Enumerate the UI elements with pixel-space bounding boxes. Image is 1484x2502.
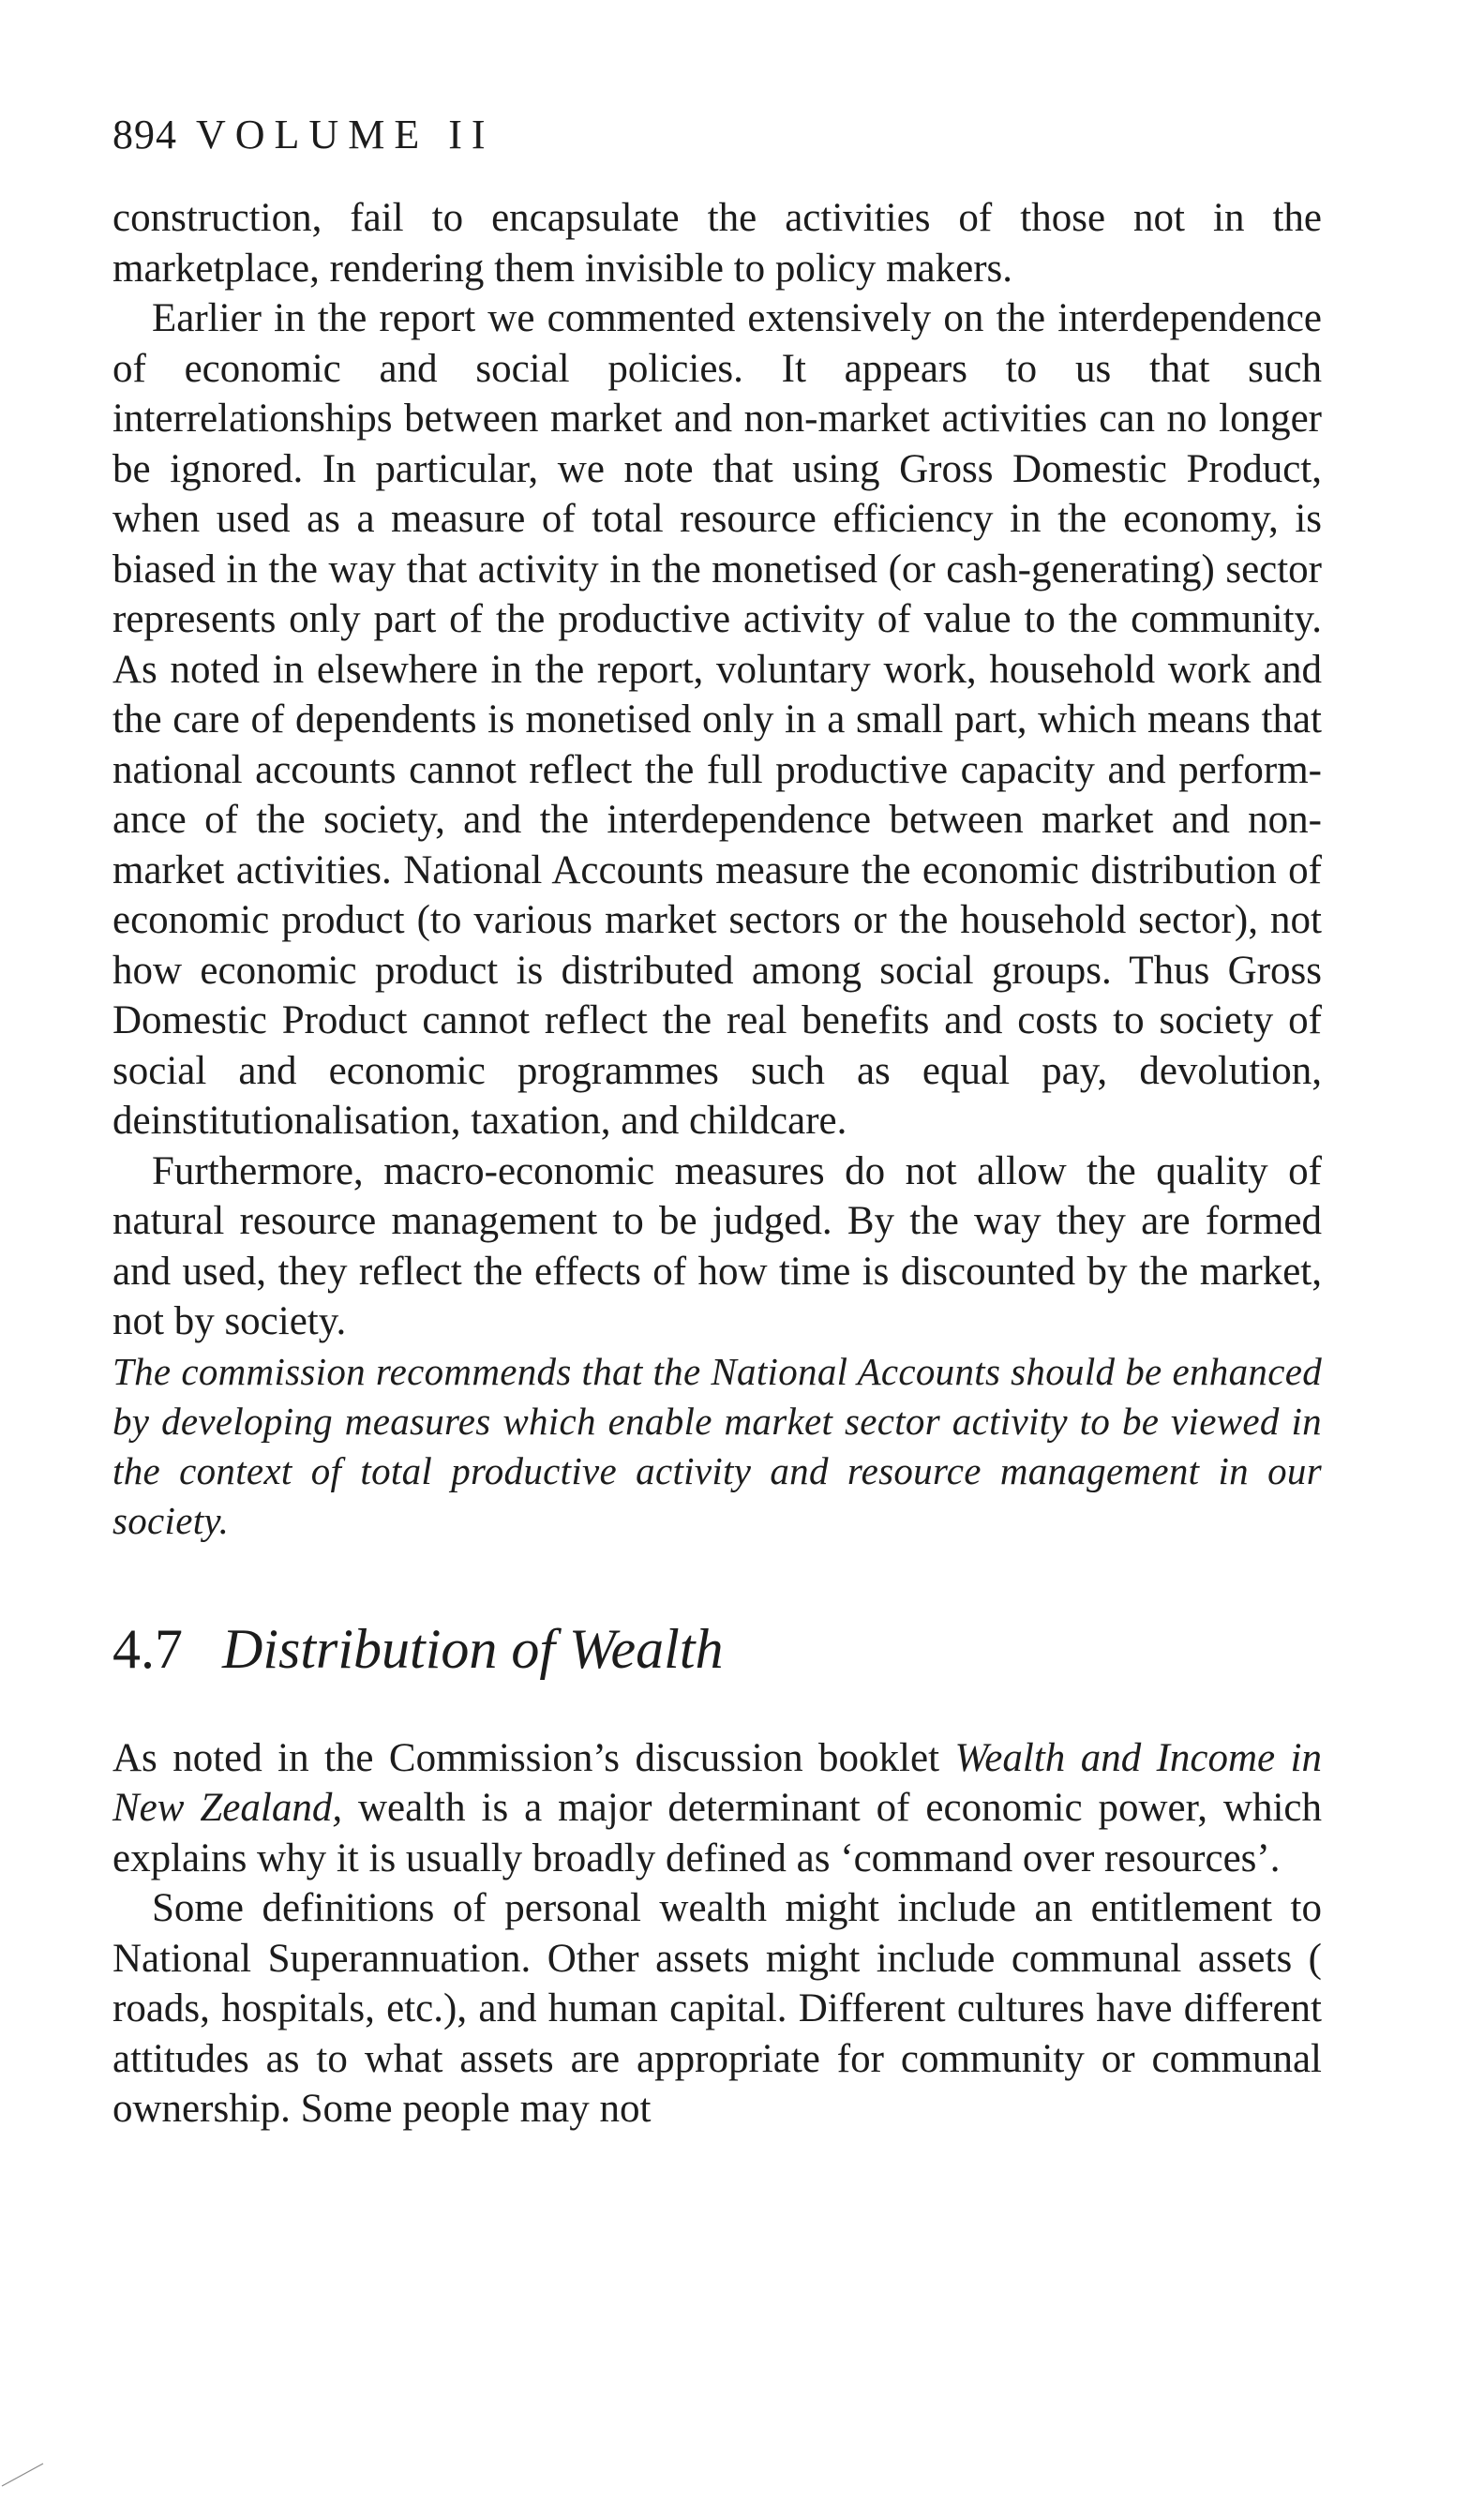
paragraph-continuation: construction, fail to encapsulate the activities of those not in the marketplace, rendering them invisible to policy makers. <box>112 196 1322 291</box>
section-heading <box>112 1615 1322 1683</box>
paragraph-macro-measures: Furthermore, macro-economic measures do not allow the quality of natural resource management to be judged. By the way they are formed and used, they reflect the effects of how time is discounted by the market, not by society. <box>112 1148 1322 1343</box>
recommendation-text: The commission recommends that the National Accounts should be enhanced by developing measures which enable market sector activity to be viewed in the context of total productive activity and resource management in our society. <box>112 1349 1322 1542</box>
paragraph-wealth-intro <box>112 1733 1322 1884</box>
wealth-intro-start: As noted in the Commission’s discussion booklet <box>112 1735 955 1780</box>
paragraph-gdp-critique: Earlier in the report we commented extensively on the interdependence of economic and social policies. It appears to us that such interrelationships between market and non-market activities can no longer be ignored. In particular, we note that using Gross Domestic Product, when used as a measure of total resource efficiency in the economy, is biased in the way that activity in the monetised (or cash-generating) sector represents only part of the productive activity of value to the community. As noted in elsewhere in the report, voluntary work, household work and the care of dependents is monetised only in a small part, which means that national accounts cannot reflect the full productive capacity and performance of the society, and the interdependence between market and non-market activities. National Accounts measure the economic distribution of economic product (to various market sectors or the household sector), not how economic product is distributed among social groups. Thus Gross Domestic Product cannot reflect the real benefits and costs to society of social and economic programmes such as equal pay, devolution, deinstitutionalisation, taxation, and childcare. <box>112 296 1322 1143</box>
document-page <box>112 111 1322 2135</box>
paragraph-wealth-definitions: Some definitions of personal wealth might include an entitlement to National Superannuation. Other assets might include communal assets ( roads, hospitals, etc.), and human capital. Different cultures have different attitudes as to what assets are appropriate for community or communal ownership. Some people may not <box>112 1886 1322 2131</box>
volume-label: VOLUME II <box>196 112 495 157</box>
section-number: 4.7 <box>112 1617 183 1680</box>
wealth-intro-end: wealth is a major determinant of economic power, which explains why it is usually broadly defined as ‘command over resources’. <box>112 1786 1322 1880</box>
scan-corner-mark <box>0 2460 45 2488</box>
page-number: 894 <box>112 112 177 157</box>
running-head <box>112 111 1322 159</box>
section-title: Distribution of Wealth <box>222 1617 724 1680</box>
booklet-title: Wealth and Income in New Zealand, <box>112 1735 1323 1830</box>
